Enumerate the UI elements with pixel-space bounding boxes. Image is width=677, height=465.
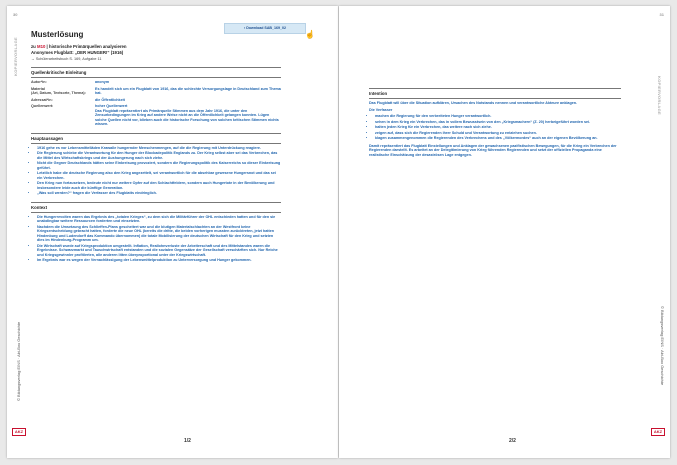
- list-item: • halten jeden Krieg für ein Verbrechen, das weitere nach sich ziehe.: [375, 125, 621, 130]
- section-statements-heading: Hauptaussagen: [31, 135, 63, 141]
- list-item: • Die Hungerrevolten waren das Ergebnis des „totalen Krieges“, zu dem sich die Militärführer der OHL entschieden hatten und für den sie unabdingbar weitere Ressourcen forderten und einsetzten.: [37, 215, 281, 224]
- material-code: M10: [36, 44, 46, 49]
- list-item: • sehen in dem Krieg ein Verbrechen, das in vollem Bewusstsein von den „Kriegsmachern“ (Z. 20) herbeigeführt worden sei.: [375, 120, 621, 125]
- section-context-heading: Kontext: [31, 204, 47, 210]
- list-item: • Die Regierung schiebe die Verantwortung für den Hunger der Blockadepolitik Englands zu. Der Krieg selbst aber sei das Verbrechen, das die Mittel des Wirtschaftskriegs und der Aushungerung nach sich ziehe.: [37, 151, 281, 160]
- list-item: • Im Ergebnis war es wegen der Vernachlässigung der Lebensmittelproduktion zu Unterversorgung und Hunger gekommen.: [37, 258, 281, 263]
- divider: [369, 98, 621, 99]
- source-key: Material (Art, Datum, Textsorte, Thema):: [31, 86, 86, 95]
- list-item: • zeigen auf, dass sich die Regierenden ihrer Schuld und Verantwortung zu entziehen suchen.: [375, 131, 621, 136]
- divider: [369, 88, 621, 89]
- hand-cursor-icon: ☝: [305, 30, 315, 39]
- source-value: Es handelt sich um ein Flugblatt von 1916, das die schlechte Versorgungslage in Deutschland zum Thema hat.: [95, 86, 281, 95]
- divider: [31, 202, 281, 203]
- divider: [31, 67, 281, 68]
- intention-intro: Das Flugblatt will über die Situation aufklären, Ursachen des Notstands nennen und verantwortliche Akteure anklagen.: [369, 101, 578, 105]
- conclusion-text: Damit repräsentiert das Flugblatt Einstellungen und Anklagen der gewachsenen pazifistischen Bewegungen, für die Krieg ein Verbrechen der Regierenden darstellt. Es arbeitet an der Delegitimierung von Krieg führenden Regierenden und setzt der offiziellen Propaganda eine realistische Einschätzung der desaströsen Lage entgegen.: [369, 143, 617, 157]
- left-page: [7, 6, 338, 458]
- download-button[interactable]: ▪ Download SAB_169_02: [224, 23, 306, 34]
- source-key: Autor*in:: [31, 80, 47, 84]
- source-value: hoher Quellenwert Das Flugblatt repräsentiert als Primärquelle Stimmen aus dem Jahr 1916, die unter den Zensurbedingungen im Krieg auf andere Weise nicht an die Öffentlichkeit gelangen konnten. Lügen solche Quellen nicht vor, blieben auch die historische Forschung von solchen kritischen Stimmen nichts wissen.: [95, 104, 279, 126]
- section-intention-heading: Intention: [369, 91, 388, 96]
- top-page-number: 30: [13, 12, 18, 17]
- source-key: Adressat*in:: [31, 97, 53, 102]
- page-title: Musterlösung: [31, 30, 84, 39]
- statements-list: [31, 146, 281, 196]
- footer-copyright: © Bildungsverlag EINS · Abi-Box Geschichte: [16, 321, 21, 401]
- list-item: • Den Krieg nun fortzusetzen, bedeute nicht nur weitere Opfer auf den Schlachtfeldern, sondern auch Hungertote in der Bevölkerung und insbesondere leide auch die künftige Generation.: [37, 181, 281, 190]
- source-key: Quellenwert:: [31, 104, 54, 108]
- source-table: [31, 80, 281, 127]
- list-item: • machen die Regierung für den verbreiteten Hunger verantwortlich.: [375, 114, 621, 119]
- section-source-heading: Quellenkritische Einleitung: [31, 70, 87, 75]
- subtitle-rest: | historische Primärquellen analysieren: [46, 44, 127, 49]
- list-item: • Die Wirtschaft wurde auf Kriegsproduktion umgestellt. Inflation, Reallohnverluste der Arbeiterschaft und des Mittelstandes waren die Ergebnisse. Schwarzmarkt und Tauschwirtschaft entstanden und die sozialen Gegensätze der Gesellschaft verschärften sich. Nur Reiche und Kriegsgewinnler profitierten, alle anderen litten überproportional unter der Kriegswirtschaft.: [37, 244, 281, 258]
- footer-copyright: © Bildungsverlag EINS · Abi-Box Geschichte: [660, 306, 665, 386]
- side-label: KOPIERVORLAGE: [657, 76, 662, 115]
- divider: [31, 212, 281, 213]
- list-item: • „Was soll werden?“ fragen die Verfasser des Flugblatts eindringlich.: [37, 191, 281, 196]
- list-item: • Nachdem die Umsetzung des Schlieffen-Plans gescheitert war und die blutigen Materialschlachten an der Westfront keine Kriegsentscheidung gebracht hatten, forderte die neue OHL (bereits die dritte, die beiden vorherigen mussten zurücktreten, jetzt hatten Hindenburg und Ludendorff das Kommando übernommen) die totale Mobilisierung der deutschen Wirtschaft für den Krieg und setzten dies im Hindenburg-Programm um.: [37, 225, 281, 243]
- source-value: anonym: [95, 80, 110, 84]
- list-item: • Nicht die Gegner Deutschlands hätten seine Einkreisung provoziert, sondern die Regierungspolitik des Kaiserreichs so dieser Einkreisung geführt.: [37, 161, 281, 170]
- divider: [31, 133, 281, 134]
- top-page-number: 31: [659, 12, 664, 17]
- side-label: KOPIERVORLAGE: [13, 37, 18, 76]
- publisher-logo: AKZ: [651, 428, 665, 436]
- intention-list: [369, 114, 621, 141]
- page-number: 2/2: [509, 438, 516, 444]
- book-reference: → Schülerarbeitsbuch S. 169, Aufgabe 11: [31, 57, 102, 61]
- list-item: • 1916 gehe es vor Lebensmittelläden Krawalle hungernder Menschenmengen, auf die die Regierung mit Unterdrückung reagiere.: [37, 146, 281, 151]
- page-number: 1/2: [184, 438, 191, 444]
- left-content: [31, 30, 281, 264]
- right-page: [339, 6, 670, 458]
- source-value: die Öffentlichkeit: [95, 97, 125, 102]
- publisher-logo: AKZ: [12, 428, 26, 436]
- subtitle-line2: Anonymes Flugblatt: „DER HUNGER!“ (1916): [31, 50, 124, 55]
- right-content: [369, 88, 621, 159]
- context-list: [31, 215, 281, 263]
- subtitle-prefix: zu: [31, 44, 36, 49]
- list-item: • klagen zusammengenommen die Regierenden des Verbrechens und des „Völkermordes“ auch an der eigenen Bevölkerung an.: [375, 136, 621, 141]
- list-item: • Letztlich habe die deutsche Regierung also den Krieg angezettelt, sei verantwortlich für die absehbar gewesene Hungersnot und das sei ein Verbrechen.: [37, 171, 281, 180]
- divider: [31, 77, 281, 78]
- divider: [31, 143, 281, 144]
- authors-label: Die Verfasser: [369, 107, 393, 112]
